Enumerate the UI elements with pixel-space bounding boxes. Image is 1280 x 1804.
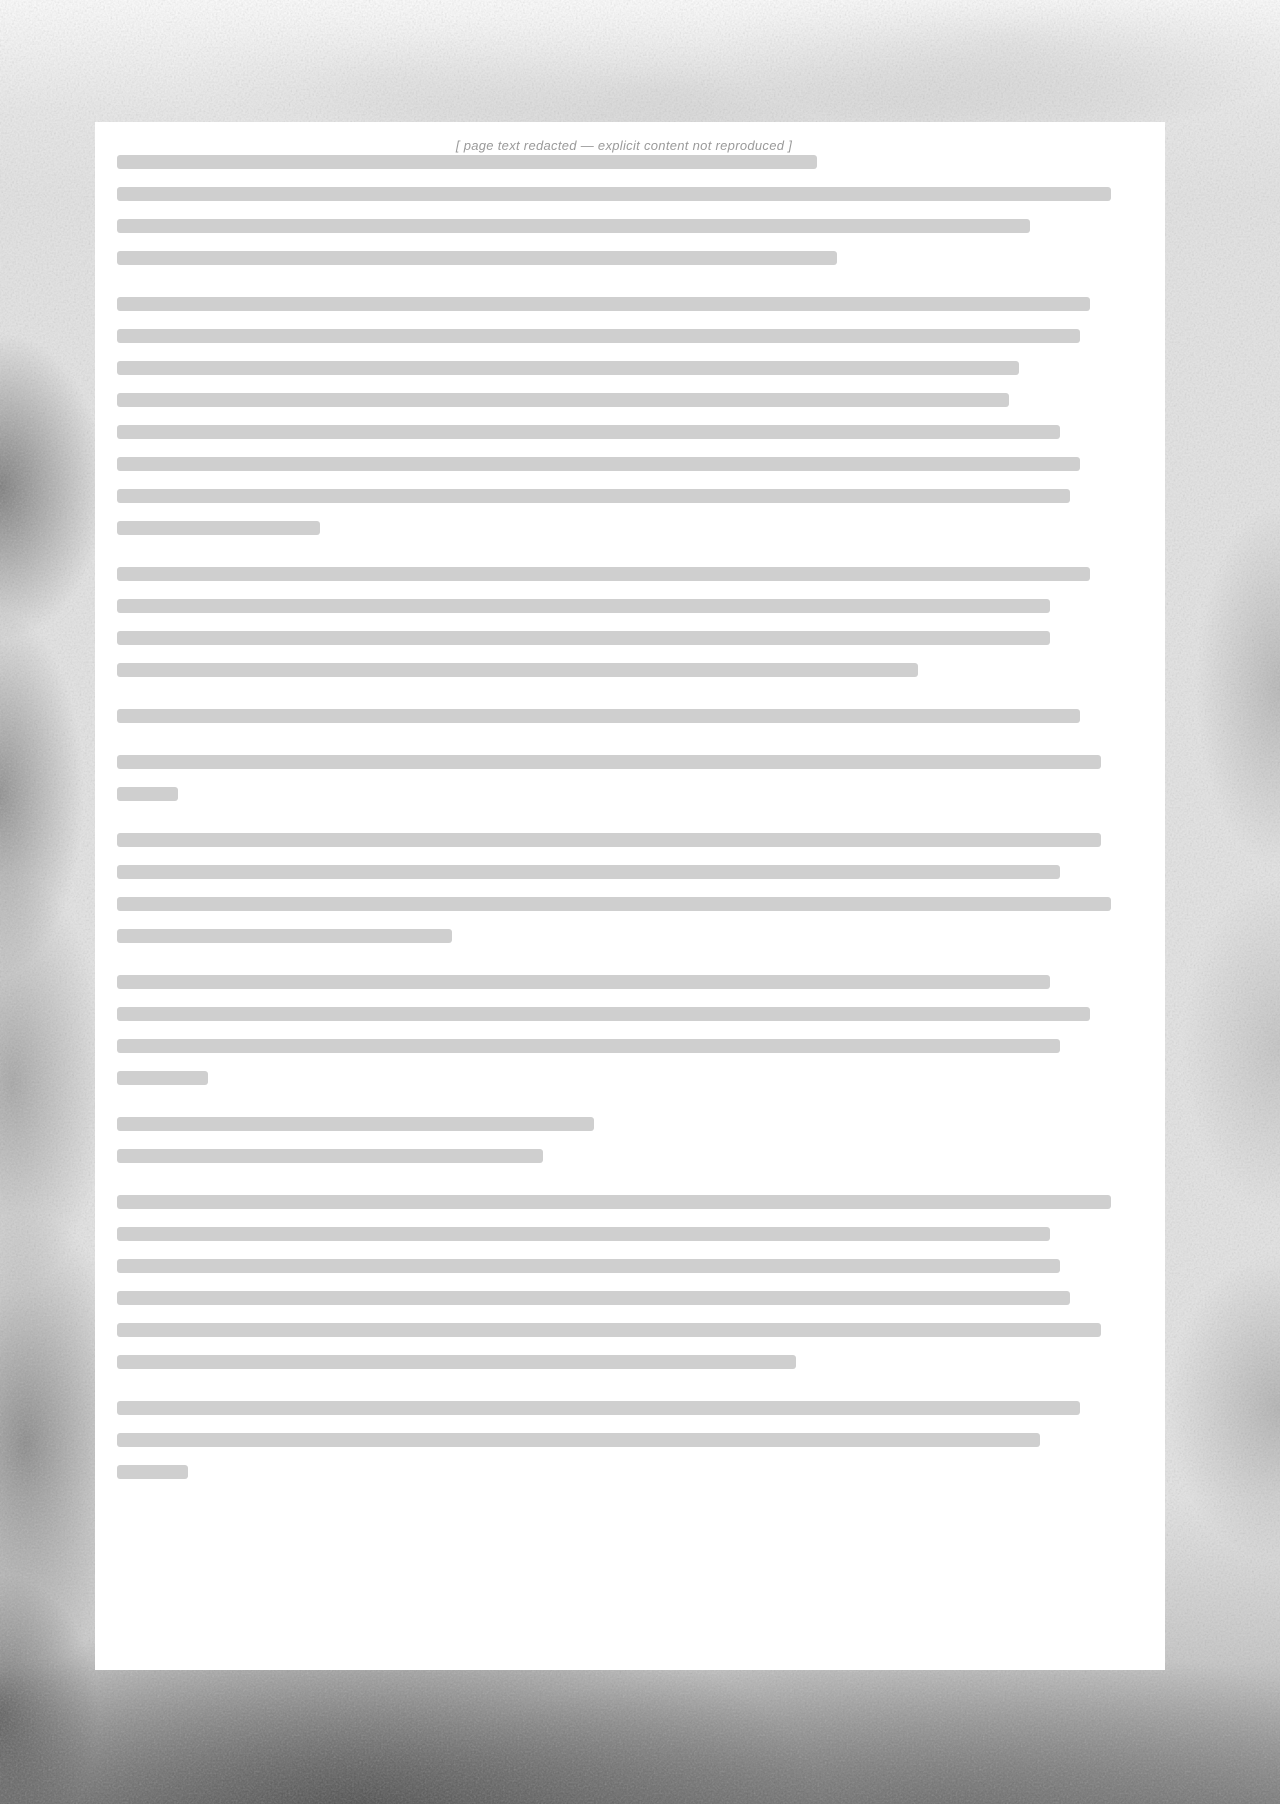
redacted-text-line [117,787,178,801]
redacted-text-line [117,1227,1050,1241]
redacted-text-line [117,425,1060,439]
redacted-text-line [117,833,1101,847]
redacted-text-line [117,329,1080,343]
redacted-paragraph [117,755,1131,801]
redacted-paragraph [117,1401,1131,1479]
redacted-text-line [117,1259,1060,1273]
redacted-text-line [117,219,1030,233]
redacted-text-line [117,1071,208,1085]
redacted-text-line [117,1007,1090,1021]
redacted-paragraph [117,833,1131,943]
redacted-text-line [117,929,452,943]
redacted-text-line [117,393,1009,407]
redacted-text-line [117,975,1050,989]
redacted-text-line [117,457,1080,471]
redacted-text-line [117,1323,1101,1337]
redaction-notice: [ page text redacted — explicit content not reproduced ] [455,138,793,153]
redacted-paragraph [117,709,1131,723]
redacted-text-line [117,1465,188,1479]
redacted-text-line [117,1291,1070,1305]
redacted-text-line [117,1433,1040,1447]
redacted-text-line [117,567,1090,581]
redacted-text-line [117,1039,1060,1053]
page-text [117,155,1131,1479]
redacted-paragraph [117,297,1131,535]
redacted-text-line [117,297,1090,311]
redacted-paragraph [117,567,1131,677]
redacted-text-line [117,251,837,265]
redacted-text-line [117,187,1111,201]
redacted-text-line [117,155,817,169]
redacted-text-line [117,599,1050,613]
redacted-text-line [117,361,1019,375]
redacted-text-line [117,897,1111,911]
redacted-text-line [117,631,1050,645]
redacted-paragraph [117,975,1131,1085]
redacted-paragraph [117,1117,1131,1163]
redacted-text-line [117,1117,594,1131]
redacted-text-line [117,1195,1111,1209]
redacted-text-line [117,521,320,535]
redacted-paragraph [117,1195,1131,1369]
redacted-text-line [117,663,918,677]
redacted-text-line [117,709,1080,723]
redacted-text-line [117,1149,543,1163]
redacted-text-line [117,865,1060,879]
redacted-text-line [117,1401,1080,1415]
document-page [95,122,1165,1670]
redacted-text-line [117,489,1070,503]
redacted-text-line [117,1355,796,1369]
redacted-paragraph [117,155,1131,265]
redacted-text-line [117,755,1101,769]
